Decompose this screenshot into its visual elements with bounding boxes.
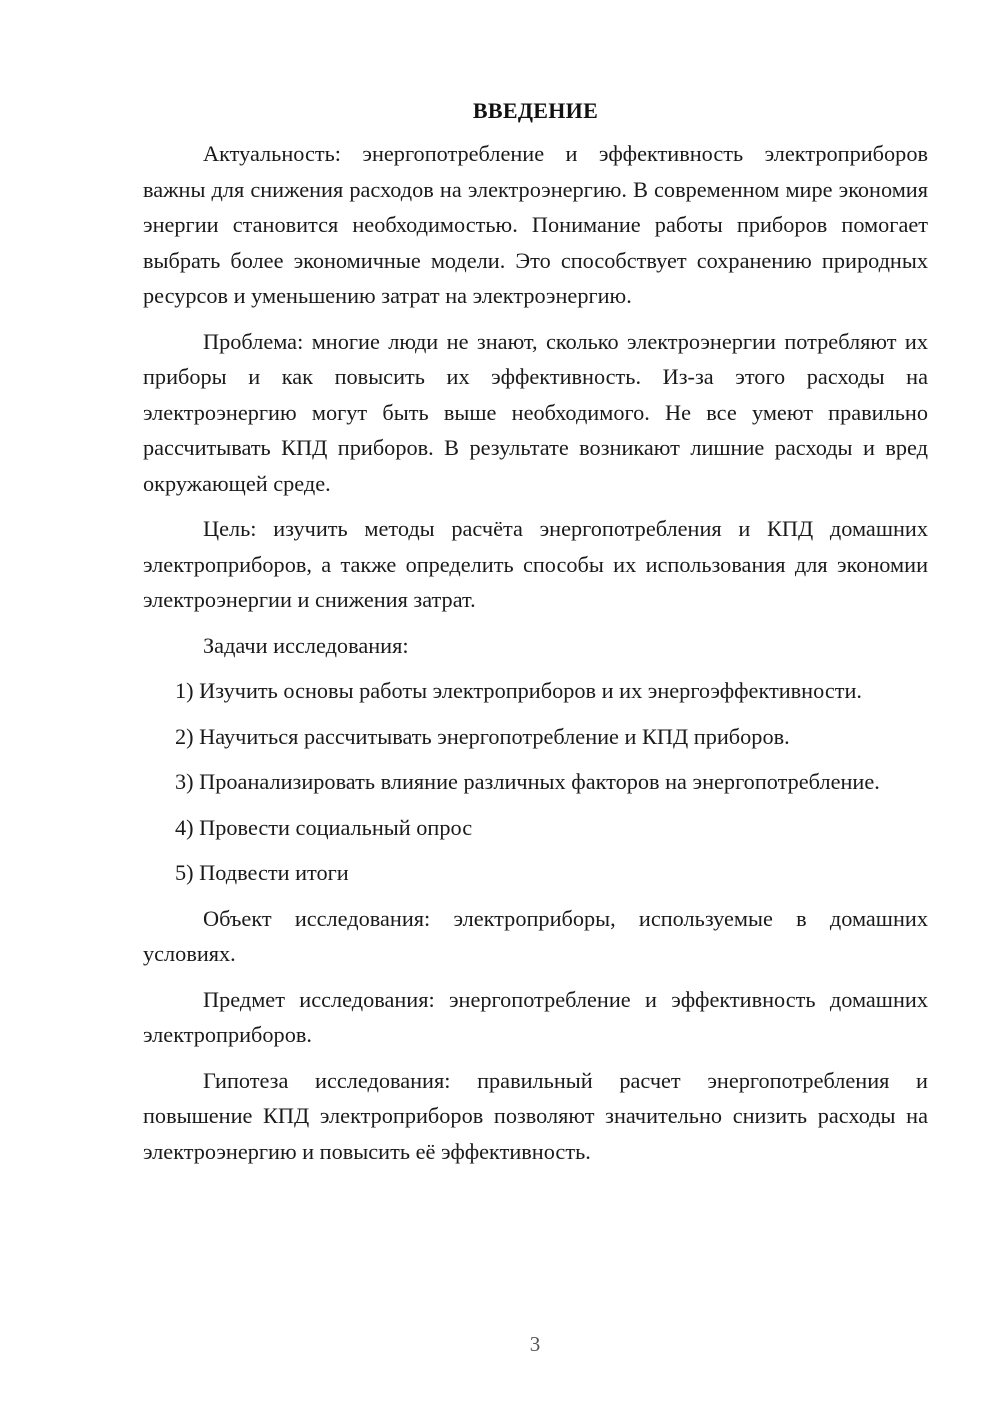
relevance-paragraph: Актуальность: энергопотребление и эффективность электроприборов важны для снижения расходов на электроэнергию. В современном мире экономия энергии становится необходимостью. Понимание работы приборов помогает выбрать более экономичные модели. Это способствует сохранению природных ресурсов и уменьшению затрат на электроэнергию. (143, 141, 928, 308)
task-item-1: 1) Изучить основы работы электроприборов и их энергоэффективности. (175, 678, 862, 703)
goal-paragraph: Цель: изучить методы расчёта энергопотребления и КПД домашних электроприборов, а также определить способы их использования для экономии электроэнергии и снижения затрат. (143, 516, 928, 612)
subject-paragraph: Предмет исследования: энергопотребление и эффективность домашних электроприборов. (143, 986, 928, 1047)
problem-paragraph: Проблема: многие люди не знают, сколько электроэнергии потребляют их приборы и как повысить их эффективность. Из-за этого расходы на электроэнергию могут быть выше необходимого. Не все умеют правильно рассчитывать КПД приборов. В результате возникают лишние расходы и вред окружающей среде. (143, 328, 928, 496)
tasks-title: Задачи исследования: (203, 632, 409, 658)
task-item-3: 3) Проанализировать влияние различных факторов на энергопотребление. (175, 769, 880, 794)
task-item-2: 2) Научиться рассчитывать энергопотребление и КПД приборов. (175, 723, 790, 749)
hypothesis-paragraph: Гипотеза исследования: правильный расчет энергопотребления и повышение КПД электроприборов позволяют значительно снизить расходы на электроэнергию и повысить её эффективность. (143, 1067, 928, 1164)
object-paragraph: Объект исследования: электроприборы, используемые в домашних условиях. (143, 905, 928, 966)
page-number: 3 (529, 1332, 541, 1356)
document-page (143, 96, 928, 1179)
section-heading: ВВЕДЕНИЕ (472, 98, 599, 123)
task-item-5: 5) Подвести итоги (175, 860, 349, 885)
task-item-4: 4) Провести социальный опрос (175, 814, 473, 840)
